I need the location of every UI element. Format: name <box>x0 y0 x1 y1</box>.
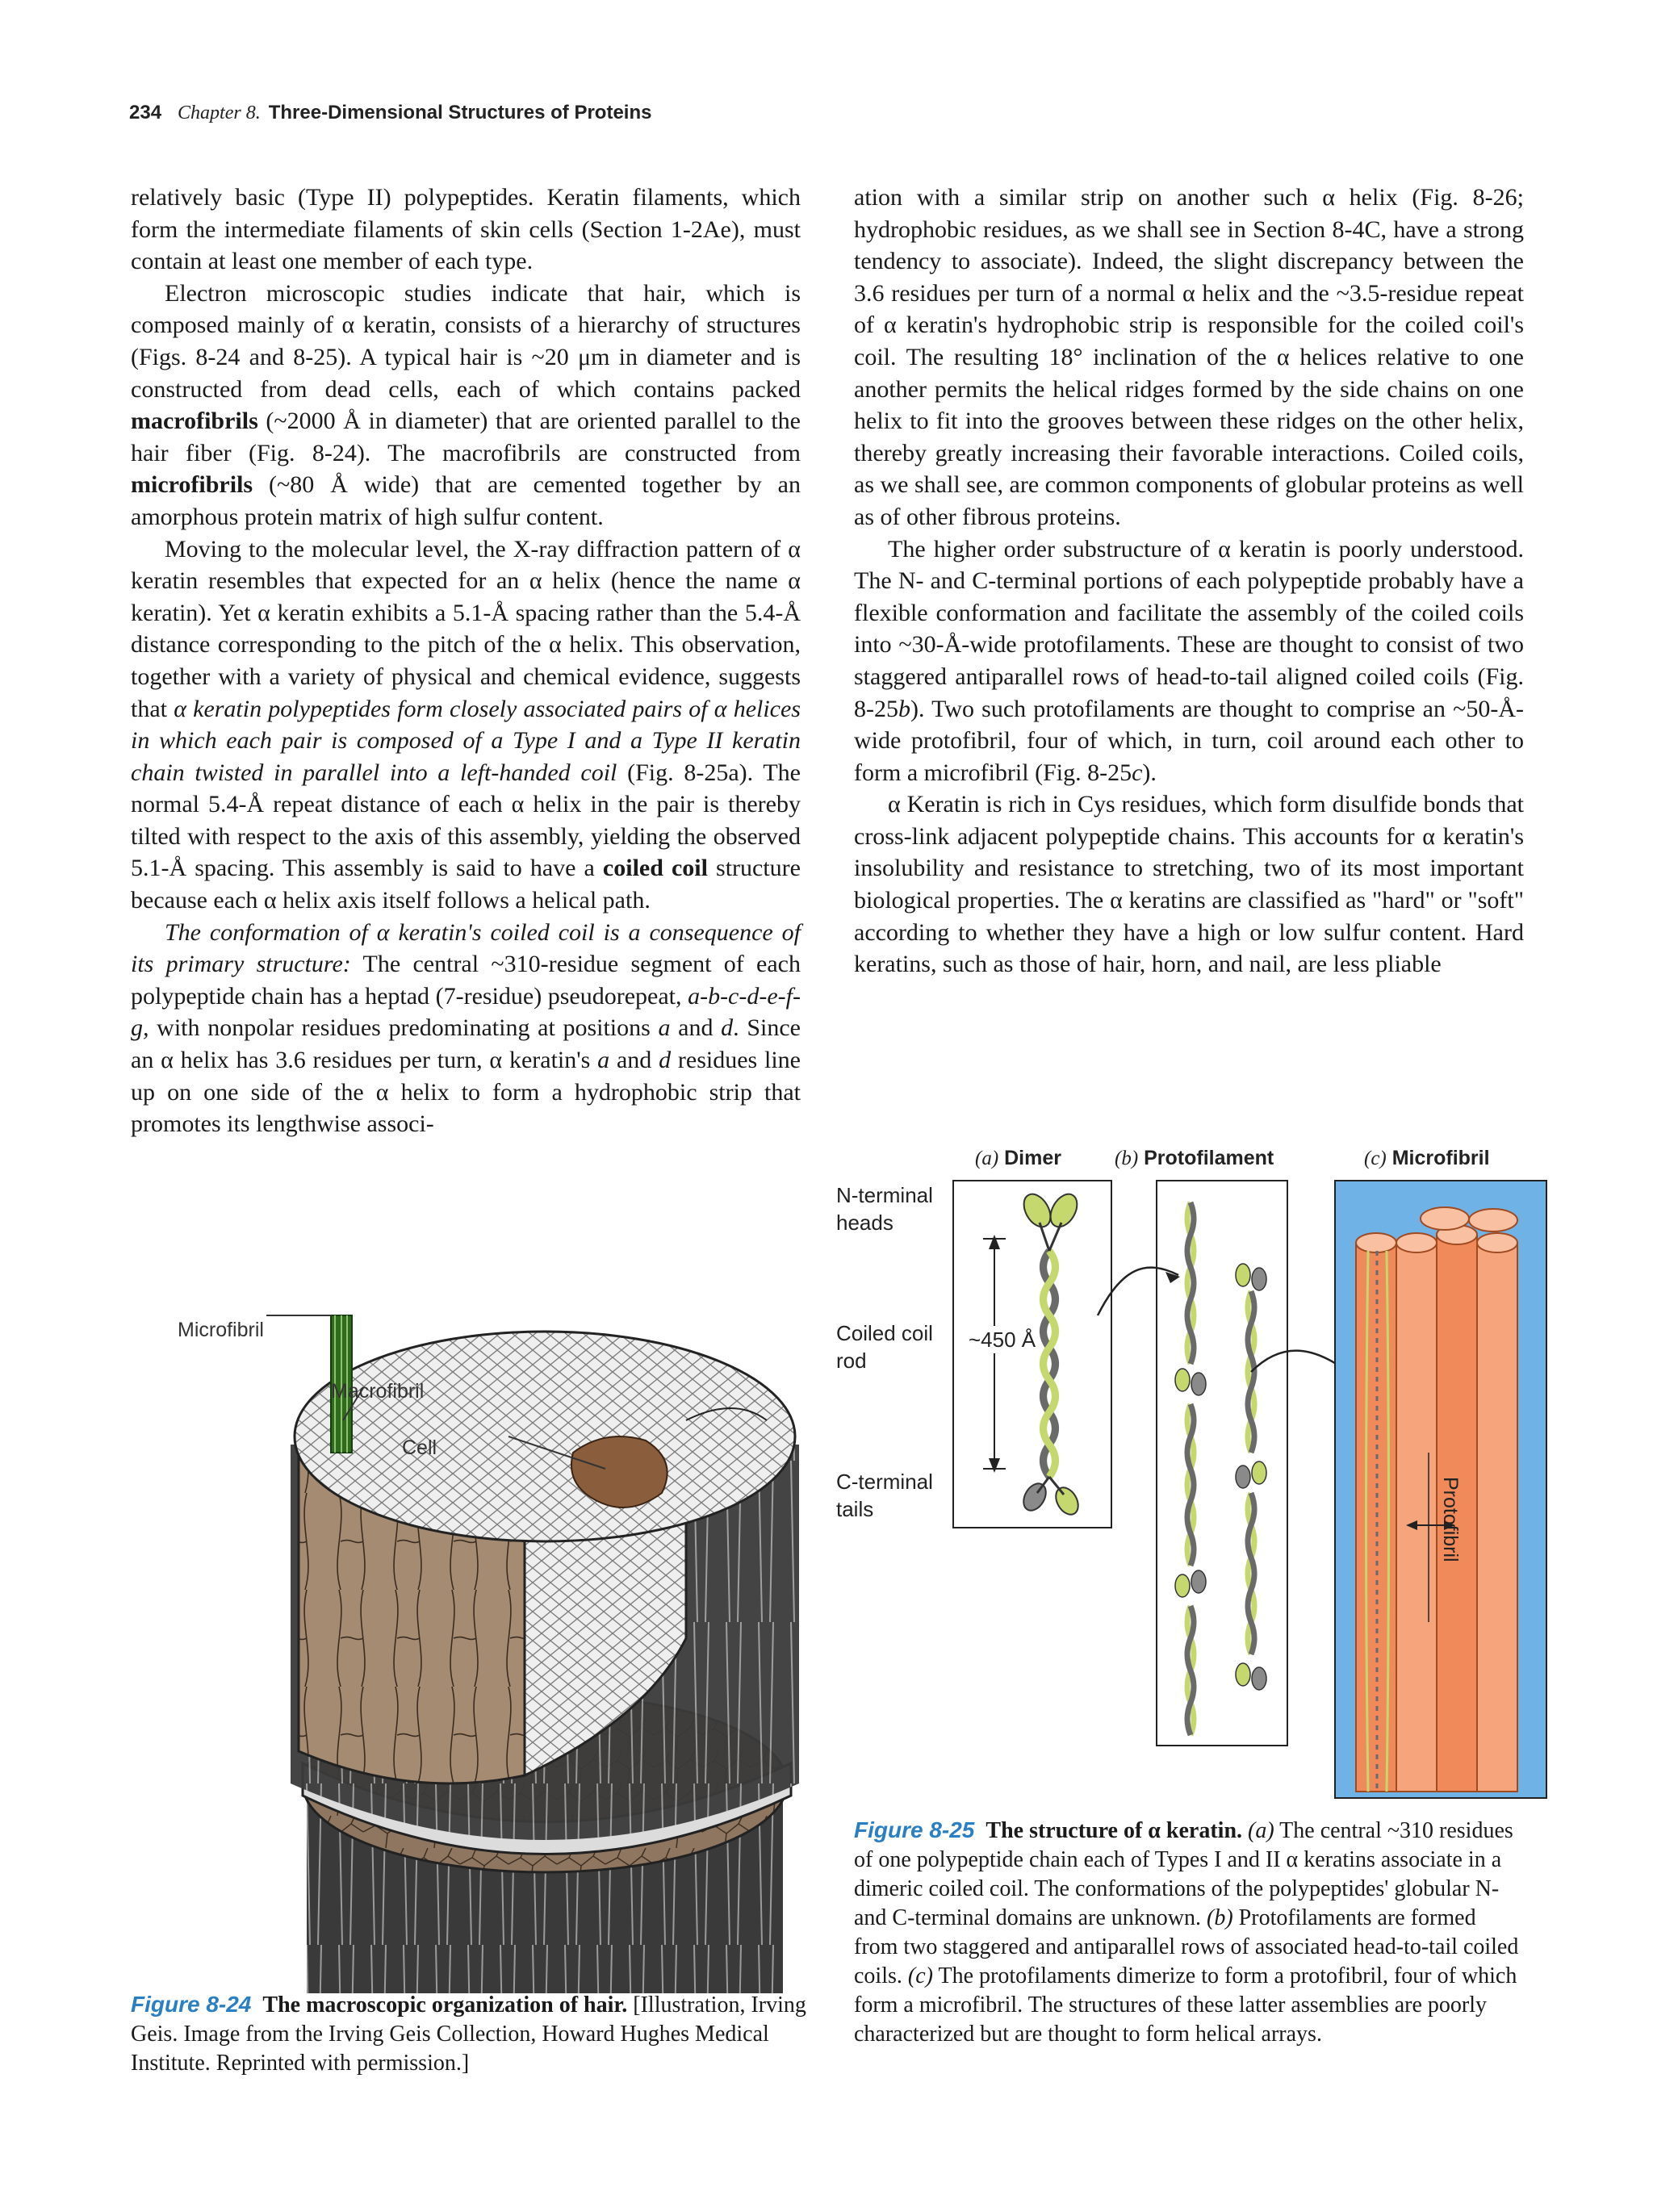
label-n-terminal: N-terminal heads <box>836 1183 933 1235</box>
panel-c-title: (c) Microfibril <box>1364 1147 1490 1169</box>
label-c-terminal: C-terminal tails <box>836 1470 933 1521</box>
paragraph: Electron microscopic studies indicate that hair, which is composed mainly of α keratin, consists of a hierarchy of structures (Figs. 8-24 and 8-25). A typical hair is ~20 μm in diameter and is constructed from dead cells, each of which contains packed macrofibrils (~2000 Å in diameter) that are oriented parallel to the hair fiber (Fig. 8-24). The macrofibrils are constructed from microfibrils (~80 Å wide) that are cemented together by an amorphous protein matrix of high sulfur content. <box>131 279 801 530</box>
hair-illustration <box>266 1299 815 1993</box>
figure-8-25 <box>831 1130 1558 1800</box>
figure-8-25-caption: Figure 8-25 The structure of α keratin. (a) The central ~310 residues of one polypeptide chain each of Types I and II α keratins associate in a dimeric coiled coil. The conformations of the polypeptides' globular N- and C-terminal domains are unknown. (b) Protofilaments are formed from two staggered and antiparallel rows of associated head-to-tail coiled coils. (c) The protofilaments dimerize to form a protofibril, four of which form a microfibril. The structures of these latter assemblies are poorly characterized but are thought to form helical arrays. <box>854 1817 1519 2047</box>
paragraph: α Keratin is rich in Cys residues, which form disulfide bonds that cross-link adjacent polypeptide chains. This accounts for α keratin's insolubility and resistance to stretching, two of its most important biological properties. The α keratins are classified as "hard" or "soft" according to whether they have a high or low sulfur content. Hard keratins, such as those of hair, horn, and nail, are less pliable <box>854 791 1524 978</box>
page-number: 234 <box>129 102 162 123</box>
paragraph: Moving to the molecular level, the X-ray diffraction pattern of α keratin resembles that expected for an α helix (hence the name α keratin). Yet α keratin exhibits a 5.1-Å spacing rather than the 5.4-Å distance corresponding to the pitch of the α helix. This observation, together with a variety of physical and chemical evidence, suggests that α keratin polypeptides form closely associated pairs of α helices in which each pair is composed of a Type I and a Type II keratin chain twisted in parallel into a left-handed coil (Fig. 8-25a). The normal 5.4-Å repeat distance of each α helix in the pair is thereby tilted with respect to the axis of this assembly, yielding the observed 5.1-Å spacing. This assembly is said to have a coiled coil structure because each α helix axis itself follows a helical path. <box>131 535 801 914</box>
label-length: ~450 Å <box>969 1328 1036 1352</box>
panel-b-title: (b) Protofilament <box>1115 1147 1274 1169</box>
running-header <box>129 102 651 124</box>
label-cell: Cell <box>402 1436 437 1459</box>
chapter-label: Chapter 8. <box>178 102 261 123</box>
keratin-diagram <box>831 1130 1558 1800</box>
paragraph: relatively basic (Type II) polypeptides. Keratin filaments, which form the intermediate filaments of skin cells (Section 1-2Ae), must contain at least one member of each type. <box>131 184 801 275</box>
paragraph: The conformation of α keratin's coiled coil is a consequence of its primary structure: The central ~310-residue segment of each polypeptide chain has a heptad (7-residue) pseudorepeat, a-b-c-d-e-f-g, with nonpolar residues predominating at positions a and d. Since an α helix has 3.6 residues per turn, α keratin's a and d residues line up on one side of the α helix to form a hydrophobic strip that promotes its lengthwise associ- <box>131 918 801 1138</box>
chapter-title: Three-Dimensional Structures of Proteins <box>268 102 652 123</box>
right-column <box>854 182 1524 981</box>
panel-a-title: (a) Dimer <box>975 1147 1061 1169</box>
label-microfibril: Microfibril <box>178 1319 264 1341</box>
label-protofibril: Protofibril <box>1439 1477 1462 1562</box>
left-column <box>131 182 801 1140</box>
label-macrofibril: Macrofibril <box>331 1380 425 1403</box>
figure-8-24-caption: Figure 8-24 The macroscopic organization of hair. [Illustration, Irving Geis. Image from the Irving Geis Collection, Howard Hughes Medical Institute. Reprinted with permission.] <box>131 1992 806 2076</box>
figure-8-24 <box>178 1299 815 1993</box>
paragraph: ation with a similar strip on another such α helix (Fig. 8-26; hydrophobic residues, as we shall see in Section 8-4C, have a strong tendency to associate). Indeed, the slight discrepancy between the 3.6 residues per turn of a normal α helix and the ~3.5-residue repeat of α keratin's hydrophobic strip is responsible for the coiled coil's coil. The resulting 18° inclination of the α helices relative to one another permits the helical ridges formed by the side chains on one helix to fit into the grooves between these ridges on the other helix, thereby greatly increasing their favorable interactions. Coiled coils, as we shall see, are common components of globular proteins as well as of other fibrous proteins. <box>854 184 1524 530</box>
paragraph: The higher order substructure of α keratin is poorly understood. The N- and C-terminal portions of each polypeptide probably have a flexible conformation and facilitate the assembly of the coiled coils into ~30-Å-wide protofilaments. These are thought to consist of two staggered antiparallel rows of head-to-tail aligned coiled coils (Fig. 8-25b). Two such protofilaments are thought to comprise an ~50-Å-wide protofibril, four of which, in turn, coil around each other to form a microfibril (Fig. 8-25c). <box>854 535 1524 786</box>
label-coiled-coil-rod: Coiled coil rod <box>836 1321 933 1373</box>
